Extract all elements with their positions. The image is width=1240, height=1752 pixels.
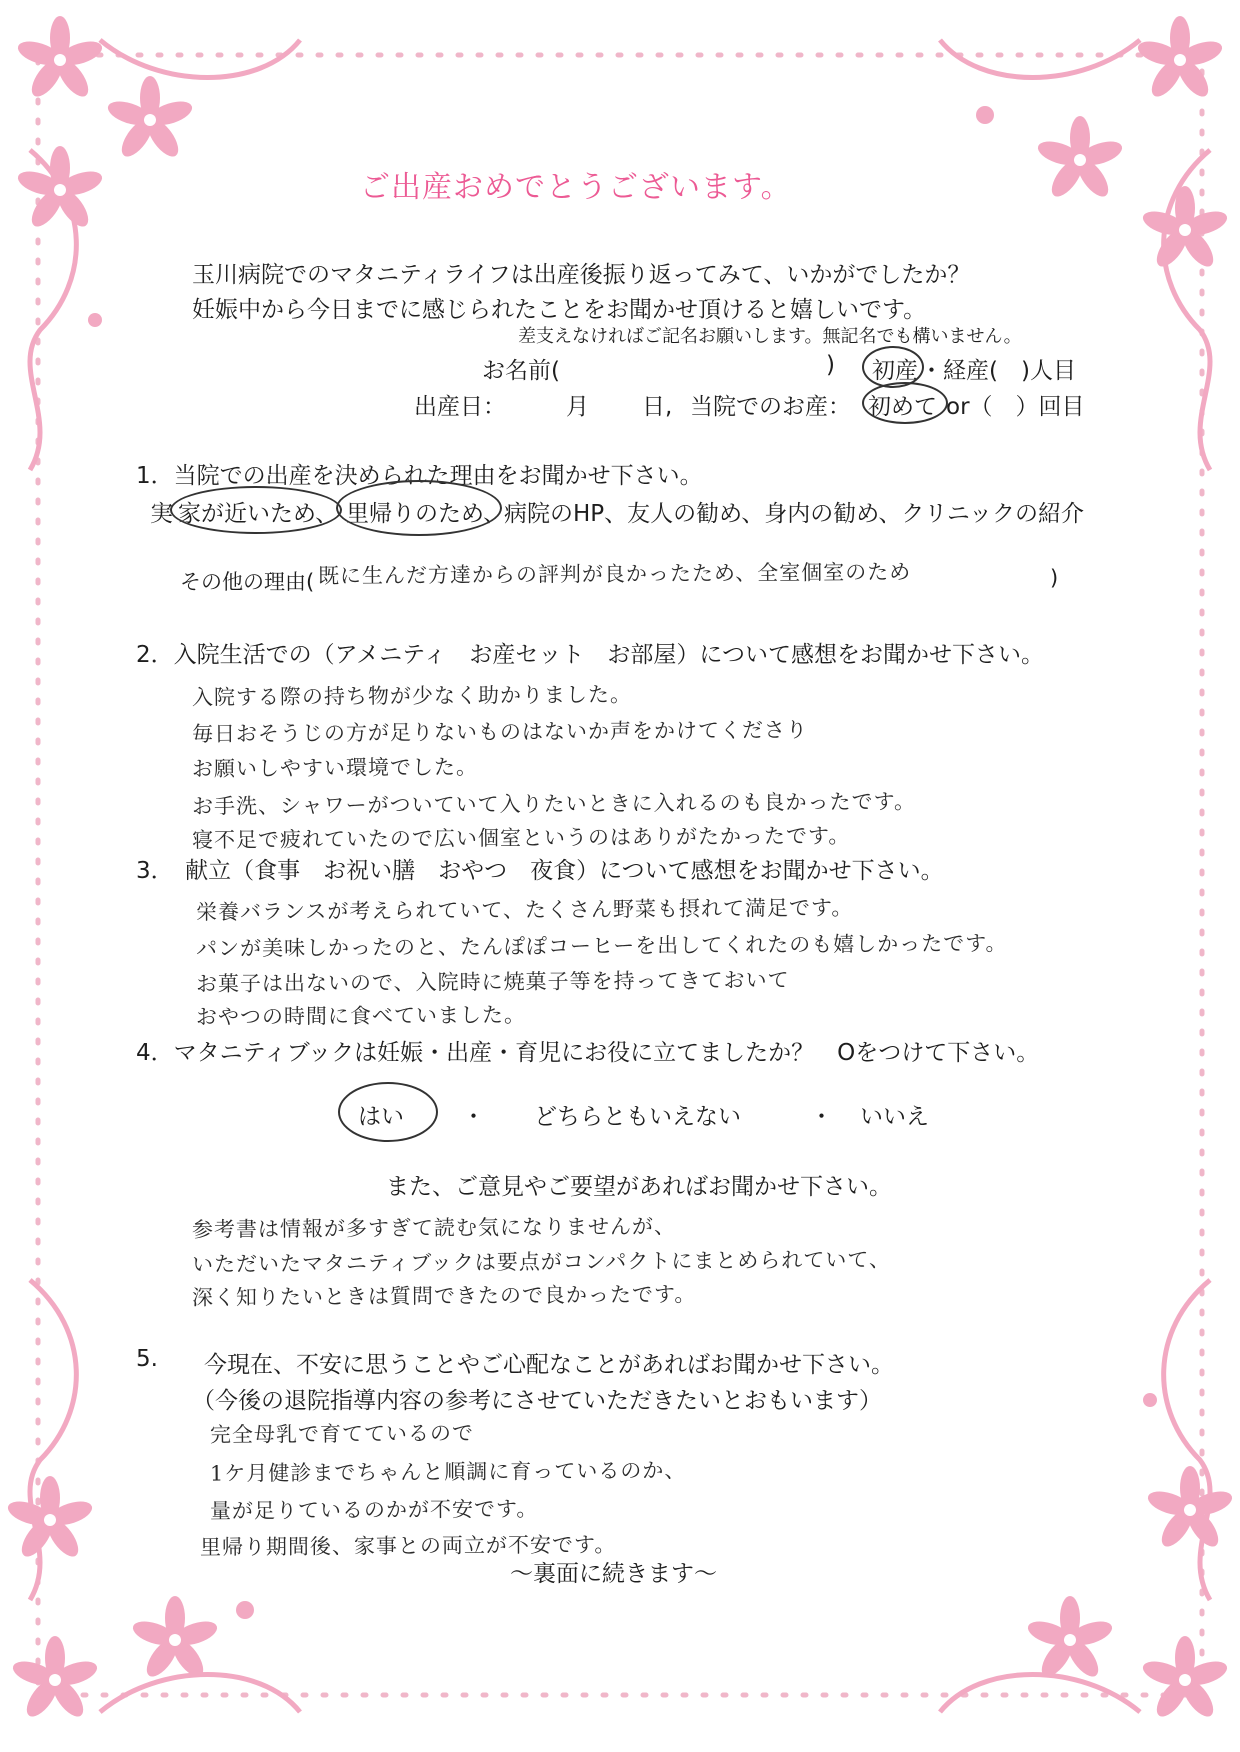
first-time-option: 初めて — [868, 394, 937, 420]
here-birth-label: 当院でのお産： — [690, 394, 851, 420]
day-label: 日, — [642, 394, 673, 420]
q4-option-neither: どちらともいえない — [534, 1104, 741, 1130]
multi-birth-option: ・経産( )人目 — [920, 358, 1076, 384]
q4-option-no: いいえ — [860, 1104, 929, 1130]
page-title: ご出産おめでとうございます。 — [360, 170, 792, 205]
q5-subtext: （今後の退院指導内容の参考にさせていただきたいとおもいます） — [192, 1388, 882, 1414]
q3-answer-4: おやつの時間に食べていました。 — [195, 1002, 527, 1030]
name-label: お名前( — [482, 358, 560, 384]
month-label: 月 — [566, 394, 589, 420]
name-close: ) — [826, 352, 835, 378]
q5-question: 今現在、不安に思うことやご心配なことがあればお聞かせ下さい。 — [204, 1352, 894, 1378]
q3-question: 3． 献立（食事 お祝い膳 おやつ 夜食）について感想をお聞かせ下さい。 — [136, 858, 944, 884]
q1-question: 1．当院での出産を決められた理由をお聞かせ下さい。 — [136, 463, 703, 489]
q4-yes-circle — [338, 1082, 438, 1142]
continued-note: 〜裏面に続きます〜 — [510, 1561, 717, 1587]
q2-answer-1: 入院する際の持ち物が少なく助かりました。 — [191, 682, 633, 710]
intro-note: 差支えなければご記名お願いします。無記名でも構いません。 — [518, 326, 1022, 347]
q4-option-yes: はい — [358, 1104, 404, 1130]
q5-answer-4: 里帰り期間後、家事との両立が不安です。 — [199, 1532, 617, 1560]
q1-satogaeri-circle — [336, 480, 502, 536]
q3-answer-1: 栄養バランスが考えられていて、たくさん野菜も摂れて満足です。 — [195, 895, 854, 925]
birth-date-label: 出産日： — [414, 394, 506, 420]
q3-answer-2: パンが美味しかったのと、たんぽぽコーヒーを出してくれたのも嬉しかったです。 — [195, 931, 1008, 961]
intro-line-2: 妊娠中から今日までに感じられたことをお聞かせ頂けると嬉しいです。 — [192, 297, 927, 323]
q1-other-label: その他の理由( — [180, 570, 315, 594]
q4-answer-2: いただいたマタニティブックは要点がコンパクトにまとめられていて、 — [191, 1247, 892, 1277]
q5-answer-1: 完全母乳で育てているので — [209, 1421, 475, 1447]
q2-question: 2．入院生活での（アメニティ お産セット お部屋）について感想をお聞かせ下さい。 — [136, 642, 1044, 668]
q5-number: 5. — [136, 1346, 158, 1372]
q2-answer-4: お手洗、シャワーがついていて入りたいときに入れるのも良かったです。 — [191, 789, 916, 819]
intro-line-1: 玉川病院でのマタニティライフは出産後振り返ってみて、いかがでしたか？ — [192, 262, 971, 288]
q5-answer-3: 量が足りているのかが不安です。 — [209, 1496, 539, 1524]
times-option: or（ ）回目 — [946, 394, 1085, 420]
q4-dot-1: ・ — [462, 1104, 485, 1130]
q5-answer-2: 1ケ月健診までちゃんと順調に育っているのか、 — [209, 1458, 687, 1486]
q1-option-rest: 病院のHP、友人の勧め、身内の勧め、クリニックの紹介 — [504, 501, 1084, 527]
q1-prefix: 実 — [150, 501, 173, 527]
q4-dot-2: ・ — [810, 1104, 833, 1130]
q4-followup: また、ご意見やご要望があればお聞かせ下さい。 — [386, 1174, 892, 1200]
first-time-circle — [862, 382, 948, 424]
q2-answer-5: 寝不足で疲れていたので広い個室というのはありがたかったです。 — [191, 823, 851, 853]
q1-other-answer: 既に生んだ方達からの評判が良かったため、全室個室のため — [317, 559, 912, 589]
q3-answer-3: お菓子は出ないので、入院時に焼菓子等を持ってきておいて — [195, 967, 790, 997]
q4-answer-3: 深く知りたいときは質問できたので良かったです。 — [191, 1282, 697, 1310]
q1-option-near: 家が近いため、 — [178, 501, 339, 527]
q2-answer-2: 毎日おそうじの方が足りないものはないか声をかけてくださり — [191, 717, 809, 747]
q4-question: 4．マタニティブックは妊娠・出産・育児にお役に立てましたか？ Oをつけて下さい。 — [136, 1040, 1040, 1066]
q1-option-satogaeri: 里帰りのため、 — [346, 501, 507, 527]
q4-answer-1: 参考書は情報が多すぎて読む気になりませんが、 — [191, 1214, 677, 1242]
q2-answer-3: お願いしやすい環境でした。 — [191, 755, 479, 781]
first-birth-option: 初産 — [872, 358, 918, 384]
q1-near-circle — [170, 486, 342, 534]
q1-other-close: ) — [1050, 566, 1059, 590]
